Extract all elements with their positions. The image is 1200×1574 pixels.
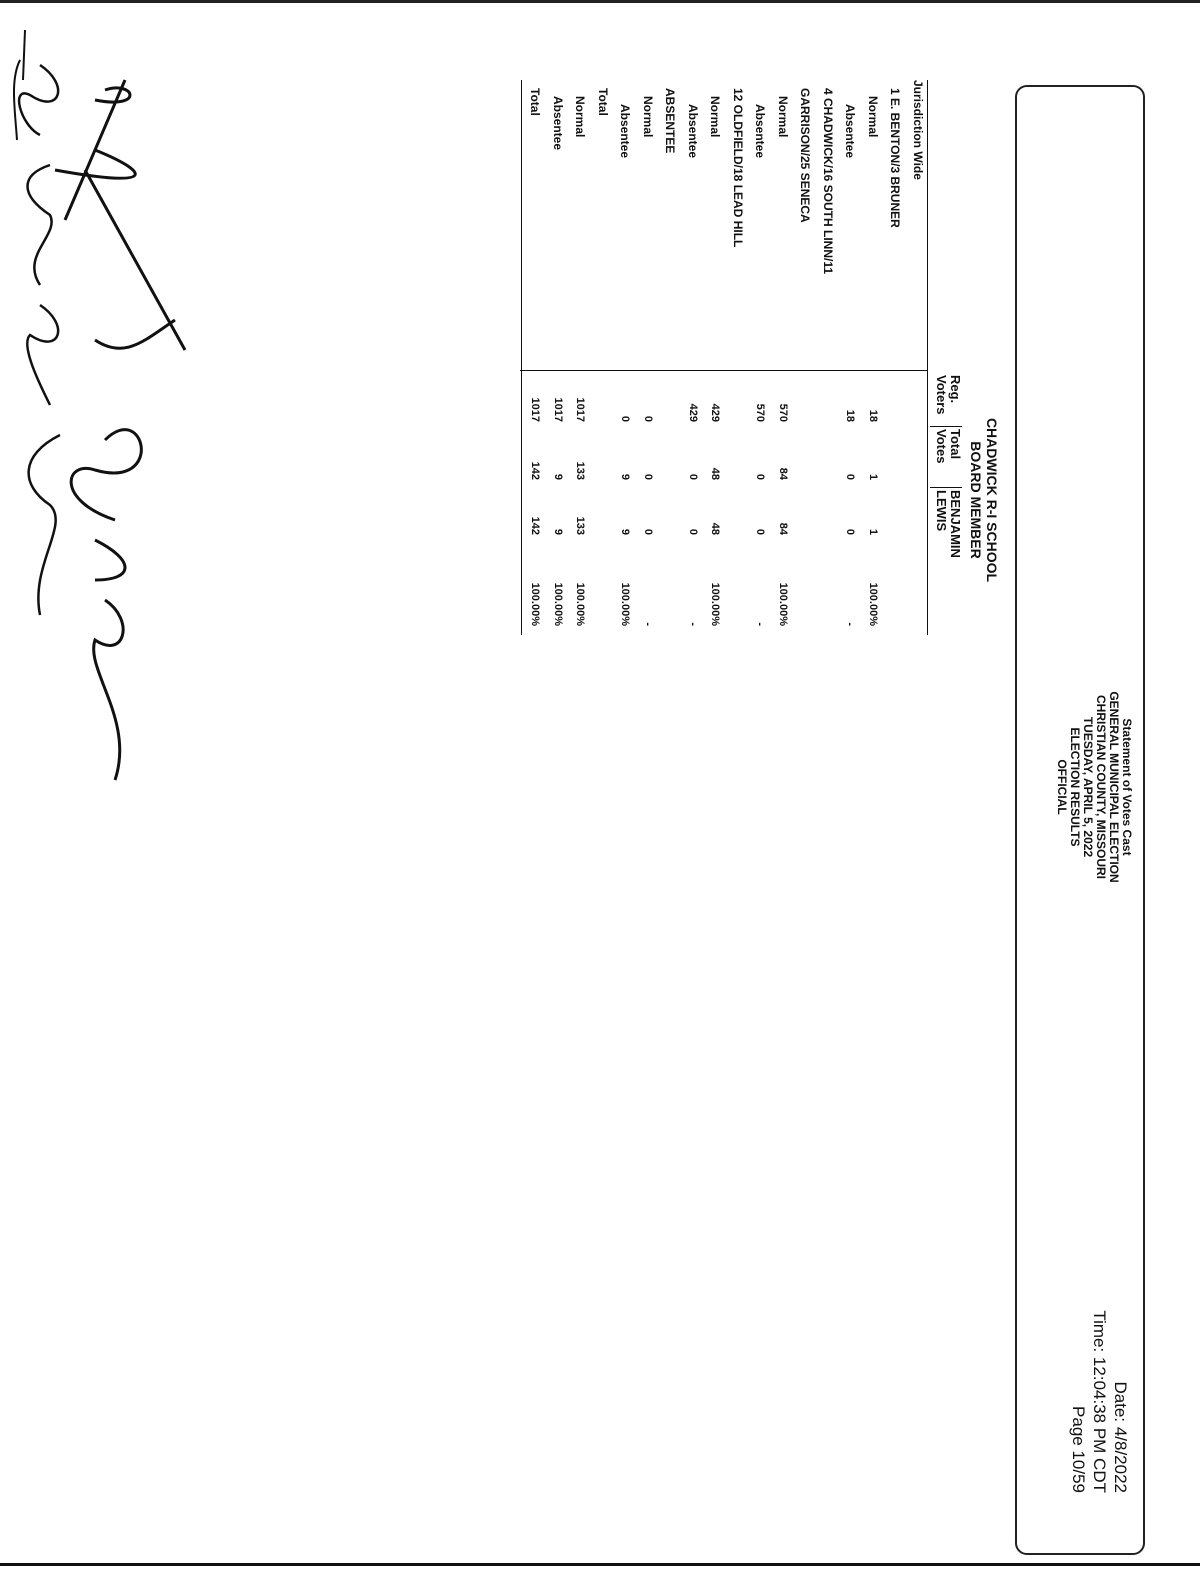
report-header-box (1015, 85, 1145, 1555)
reg-voters-value: 429 (687, 403, 699, 422)
candidate-votes-value: 9 (619, 528, 632, 535)
row-label: Absentee (753, 104, 768, 159)
candidate-percent-value: 100.00% (867, 582, 879, 626)
col-total-line: Total (948, 429, 963, 460)
reg-voters-value: 1017 (574, 397, 587, 422)
row-label: 12 OLDFIELD/18 LEAD HILL (731, 88, 745, 248)
row-label: Total (596, 88, 610, 116)
total-votes-value: 0 (687, 473, 699, 480)
contest-title-line: CHADWICK R-I SCHOOL (984, 417, 1000, 583)
total-votes-value: 84 (777, 467, 789, 480)
total-votes-value: 0 (642, 473, 654, 480)
candidate-percent-value: 100.00% (529, 582, 542, 626)
col-candidate-line: LEWIS (934, 490, 949, 532)
row-label: Absentee (843, 104, 858, 159)
total-votes-value: 9 (619, 473, 632, 480)
table-column-rule (520, 370, 928, 371)
candidate-percent-value: 100.00% (574, 582, 587, 626)
reg-voters-value: 1017 (529, 397, 542, 422)
row-label: Absentee (618, 104, 633, 159)
candidate-votes-value: 1 (867, 528, 879, 535)
reg-voters-value: 18 (844, 409, 857, 422)
header-separator (930, 487, 962, 488)
candidate-votes-value: 0 (754, 528, 767, 535)
candidate-votes-value: 48 (709, 522, 722, 535)
candidate-votes-value: 133 (574, 516, 587, 535)
header-line: CHRISTIAN COUNTY, MISSOURI (1094, 694, 1108, 879)
row-label: Normal (641, 96, 655, 138)
candidate-percent-value: - (844, 622, 857, 626)
candidate-votes-value: 142 (529, 516, 542, 535)
row-label: Normal (866, 96, 880, 138)
total-votes-value: 0 (844, 473, 857, 480)
header-line: Statement of Votes Cast (1120, 718, 1134, 856)
table-header-rule (927, 80, 928, 635)
report-title-block (1055, 507, 1133, 1067)
row-label: Jurisdiction Wide (911, 80, 925, 180)
candidate-votes-value: 0 (642, 528, 654, 535)
candidate-votes-value: 0 (687, 528, 699, 535)
table-bottom-rule (521, 80, 522, 635)
row-label: Normal (573, 96, 588, 138)
report-meta (1068, 1310, 1131, 1493)
row-label: Absentee (551, 96, 565, 151)
candidate-percent-value: 100.00% (552, 582, 564, 626)
total-votes-value: 9 (552, 473, 564, 480)
reg-voters-value: 429 (709, 403, 722, 422)
header-line: TUESDAY, APRIL 5, 2022 (1081, 716, 1095, 858)
row-label: GARRISON/25 SENECA (798, 88, 813, 223)
total-votes-value: 0 (754, 473, 767, 480)
row-label: Normal (776, 96, 790, 138)
reg-voters-value: 18 (867, 409, 879, 422)
reg-voters-value: 1017 (552, 397, 564, 422)
total-votes-value: 1 (867, 473, 879, 480)
col-reg-voters-header (934, 375, 962, 415)
col-reg-line: Reg. (948, 375, 963, 404)
reg-voters-value: 570 (777, 403, 789, 422)
header-line: GENERAL MUNICIPAL ELECTION (1107, 691, 1121, 883)
candidate-votes-value: 0 (844, 528, 857, 535)
candidate-percent-value: 100.00% (777, 582, 789, 626)
col-total-votes-header (934, 429, 962, 463)
report-date: Date: 4/8/2022 (1111, 1381, 1130, 1493)
candidate-votes-value: 9 (552, 528, 564, 535)
header-line: OFFICIAL (1055, 759, 1069, 815)
candidate-percent-value: - (754, 622, 767, 626)
candidate-votes-value: 84 (777, 522, 789, 535)
total-votes-value: 142 (529, 461, 542, 480)
row-label: 4 CHADWICK/16 SOUTH LINN/11 (821, 88, 835, 275)
signature-3 (5, 20, 35, 220)
candidate-percent-value: 100.00% (619, 582, 632, 626)
col-candidate-line: BENJAMIN (948, 490, 963, 558)
candidate-percent-value: - (642, 622, 654, 626)
row-label: Total (528, 88, 543, 116)
row-label: 1 E. BENTON/3 BRUNER (888, 88, 903, 228)
report-time: Time: 12:04:38 PM CDT (1090, 1310, 1109, 1493)
row-label: ABSENTEE (663, 88, 678, 154)
total-votes-value: 48 (709, 467, 722, 480)
col-total-line: Votes (934, 429, 949, 464)
row-label: Absentee (686, 104, 700, 159)
reg-voters-value: 0 (619, 415, 632, 422)
candidate-percent-value: - (687, 622, 699, 626)
reg-voters-value: 570 (754, 403, 767, 422)
candidate-percent-value: 100.00% (709, 582, 722, 626)
page-number: Page 10/59 (1069, 1406, 1088, 1493)
col-candidate-header (934, 490, 962, 558)
contest-title (968, 370, 1000, 630)
total-votes-value: 133 (574, 461, 587, 480)
contest-title-line: BOARD MEMBER (968, 441, 984, 559)
reg-voters-value: 0 (642, 415, 654, 422)
col-reg-line: Voters (934, 375, 949, 415)
header-separator (930, 426, 962, 427)
header-line: ELECTION RESULTS (1068, 727, 1082, 847)
row-label: Normal (708, 96, 723, 138)
